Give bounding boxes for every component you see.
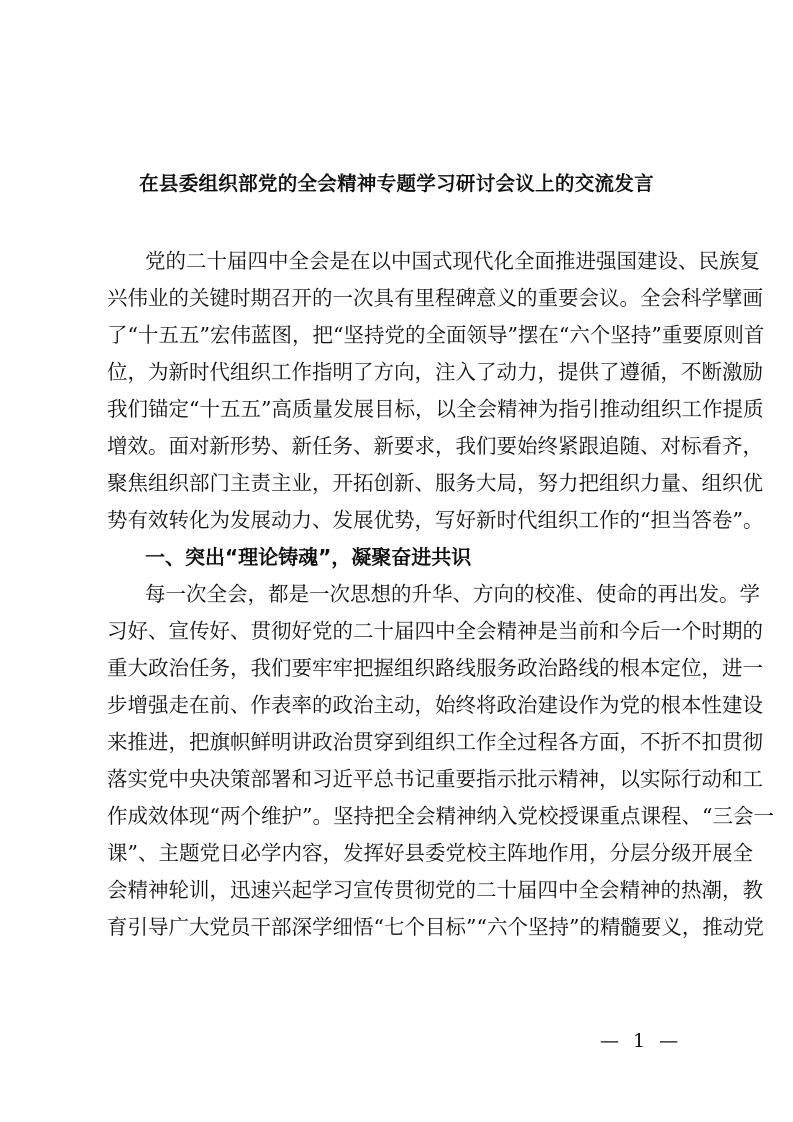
paragraph-line: 位，为新时代组织工作指明了方向，注入了动力，提供了遵循，不断激励 <box>107 360 763 384</box>
paragraph-line: 我们锚定“十五五”高质量发展目标，以全会精神为指引推动组织工作提质 <box>107 397 764 421</box>
paragraph-line: 兴伟业的关键时期召开的一次具有里程碑意义的重要会议。全会科学擘画 <box>107 286 763 310</box>
page-number: — 1 — <box>600 1030 683 1052</box>
paragraph-line: 习好、宣传好、贯彻好党的二十届四中全会精神是当前和今后一个时期的 <box>107 619 763 643</box>
section-heading: 一、突出“理论铸魂”，凝聚奋进共识 <box>145 545 472 569</box>
paragraph-line: 增效。面对新形势、新任务、新要求，我们要始终紧跟追随、对标看齐， <box>107 434 763 458</box>
paragraph-line: 会精神轮训，迅速兴起学习宣传贯彻党的二十届四中全会精神的热潮，教 <box>107 878 763 902</box>
paragraph-line: 重大政治任务，我们要牢牢把握组织路线服务政治路线的根本定位，进一 <box>107 656 763 680</box>
document-body <box>107 243 774 946</box>
document-title: 在县委组织部党的全会精神专题学习研讨会议上的交流发言 <box>139 172 654 195</box>
paragraph-line: 步增强走在前、作表率的政治主动，始终将政治建设作为党的根本性建设 <box>107 693 763 717</box>
paragraph-line: 势有效转化为发展动力、发展优势，写好新时代组织工作的“担当答卷”。 <box>107 508 764 532</box>
paragraph-line: 落实党中央决策部署和习近平总书记重要指示批示精神，以实际行动和工 <box>107 767 763 791</box>
paragraph-line: 育引导广大党员干部深学细悟“七个目标”“六个坚持”的精髓要义，推动党 <box>107 915 764 939</box>
paragraph-line: 课”、主题党日必学内容，发挥好县委党校主阵地作用，分层分级开展全 <box>107 841 753 865</box>
paragraph-line: 每一次全会，都是一次思想的升华、方向的校准、使命的再出发。学 <box>145 582 760 606</box>
paragraph-line: 作成效体现“两个维护”。坚持把全会精神纳入党校授课重点课程、“三会一 <box>107 804 774 828</box>
paragraph-line: 聚焦组织部门主责主业，开拓创新、服务大局，努力把组织力量、组织优 <box>107 471 763 495</box>
paragraph-line: 了“十五五”宏伟蓝图，把“坚持党的全面领导”摆在“六个坚持”重要原则首 <box>107 323 765 347</box>
paragraph-line: 党的二十届四中全会是在以中国式现代化全面推进强国建设、民族复 <box>145 249 760 273</box>
paragraph-line: 来推进，把旗帜鲜明讲政治贯穿到组织工作全过程各方面，不折不扣贯彻 <box>107 730 763 754</box>
